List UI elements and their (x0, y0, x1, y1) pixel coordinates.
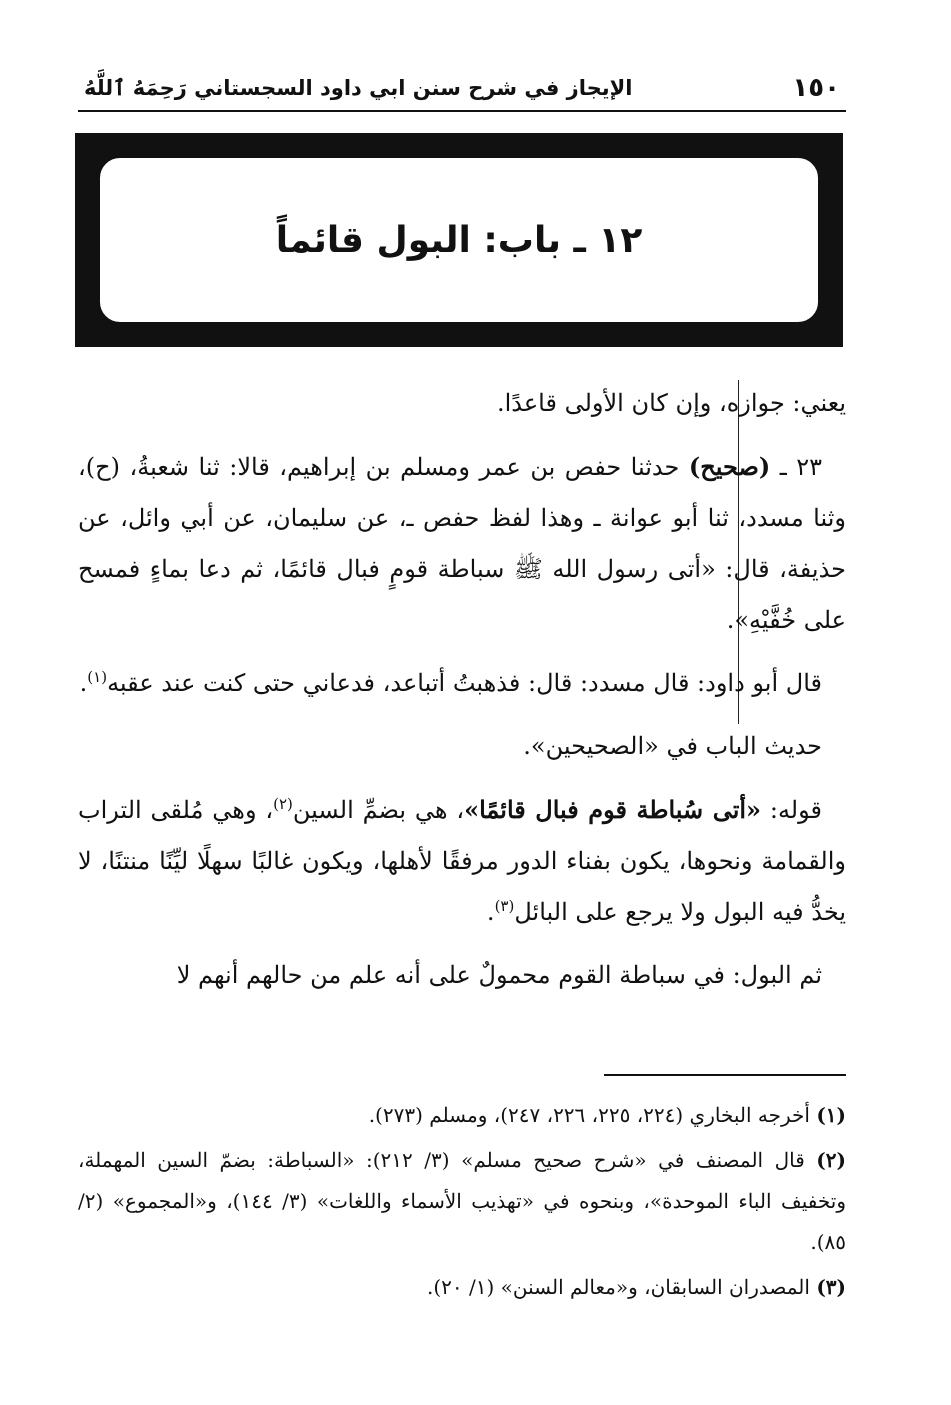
hadith-grade: (صحيح) (688, 452, 771, 481)
paragraph-sahihayn: حديث الباب في «الصحيحين». (523, 732, 822, 760)
footnote-text: أخرجه البخاري (٢٢٤، ٢٢٥، ٢٢٦، ٢٤٧)، ومسلم (٢٧٣). (368, 1103, 810, 1127)
footnote-text: قال المصنف في «شرح صحيح مسلم» (٣/ ٢١٢): «السباطة: بضمّ السين المهملة، وتخفيف الباء الموحدة»، وبنحوه في «تهذيب الأسماء واللغات» (٣/ ١٤٤)، و«المجموع» (٢/ ٨٥). (78, 1148, 846, 1254)
chapter-title-frame (75, 133, 843, 347)
footnote-1 (78, 1095, 846, 1136)
footnote-3 (78, 1267, 846, 1308)
commentary-lead: قوله: (761, 796, 822, 824)
footnote-2 (78, 1140, 846, 1263)
commentary-rest: ، وهي مُلقى التراب والقمامة ونحوها، يكون بفناء الدور مرفقًا لأهلها، ويكون غالبًا سهلًا ليِّنًا منتنًا، لا يخدُّ فيه البول ولا يرجع على البائل (78, 796, 846, 926)
footnote-ref-3: (٣) (494, 897, 515, 915)
footnotes (78, 1095, 846, 1312)
running-title: الإيجاز في شرح سنن ابي داود السجستاني رَحِمَهُ ٱللَّهُ (84, 76, 633, 100)
punctuation: . (486, 898, 495, 926)
paragraph-hadith (78, 441, 846, 646)
punctuation: . (79, 669, 88, 697)
paragraph-abu-dawud (78, 658, 846, 709)
paragraph-commentary (78, 784, 846, 938)
hadith-text: حدثنا حفص بن عمر ومسلم بن إبراهيم، قالا: ثنا شعبةُ، (ح)، وثنا مسدد، ثنا أبو عوانة ـ وهذا لفظ حفص ـ، عن سليمان، عن أبي وائل، عن حذيفة، قال: «أتى رسول الله ﷺ سباطة قومٍ فبال قائمًا، ثم دعا بماءٍ فمسح على خُفَّيْهِ». (78, 453, 846, 634)
footnote-ref-2: (٢) (273, 795, 293, 813)
chapter-title: ١٢ ـ باب: البول قائماً (275, 219, 643, 261)
footnote-number: (٢) (816, 1148, 846, 1172)
paragraph-continued: ثم البول: في سباطة القوم محمولٌ على أنه علم من حالهم أنهم لا (176, 961, 822, 989)
footnote-text: المصدران السابقان، و«معالم السنن» (١/ ٢٠). (427, 1275, 810, 1299)
commentary-mid: ، هي بضمِّ السين (292, 796, 465, 824)
footnote-ref-1: (١) (87, 668, 108, 686)
page-number: ١٥٠ (792, 73, 840, 103)
abu-dawud-text: قال أبو داود: قال مسدد: قال: فذهبتُ أتباعد، فدعاني حتى كنت عند عقبه (107, 669, 822, 697)
commentary-quote: «أتى سُباطة قوم فبال قائمًا» (464, 795, 762, 824)
running-header (78, 66, 846, 112)
main-text (78, 378, 846, 1013)
footnote-number: (٣) (816, 1275, 846, 1299)
footnote-separator (604, 1074, 846, 1076)
hadith-number: ٢٣ ـ (770, 453, 823, 481)
paragraph-intro: يعني: جوازه، وإن كان الأولى قاعدًا. (496, 389, 846, 417)
footnote-number: (١) (816, 1103, 846, 1127)
chapter-title-box (98, 156, 820, 324)
